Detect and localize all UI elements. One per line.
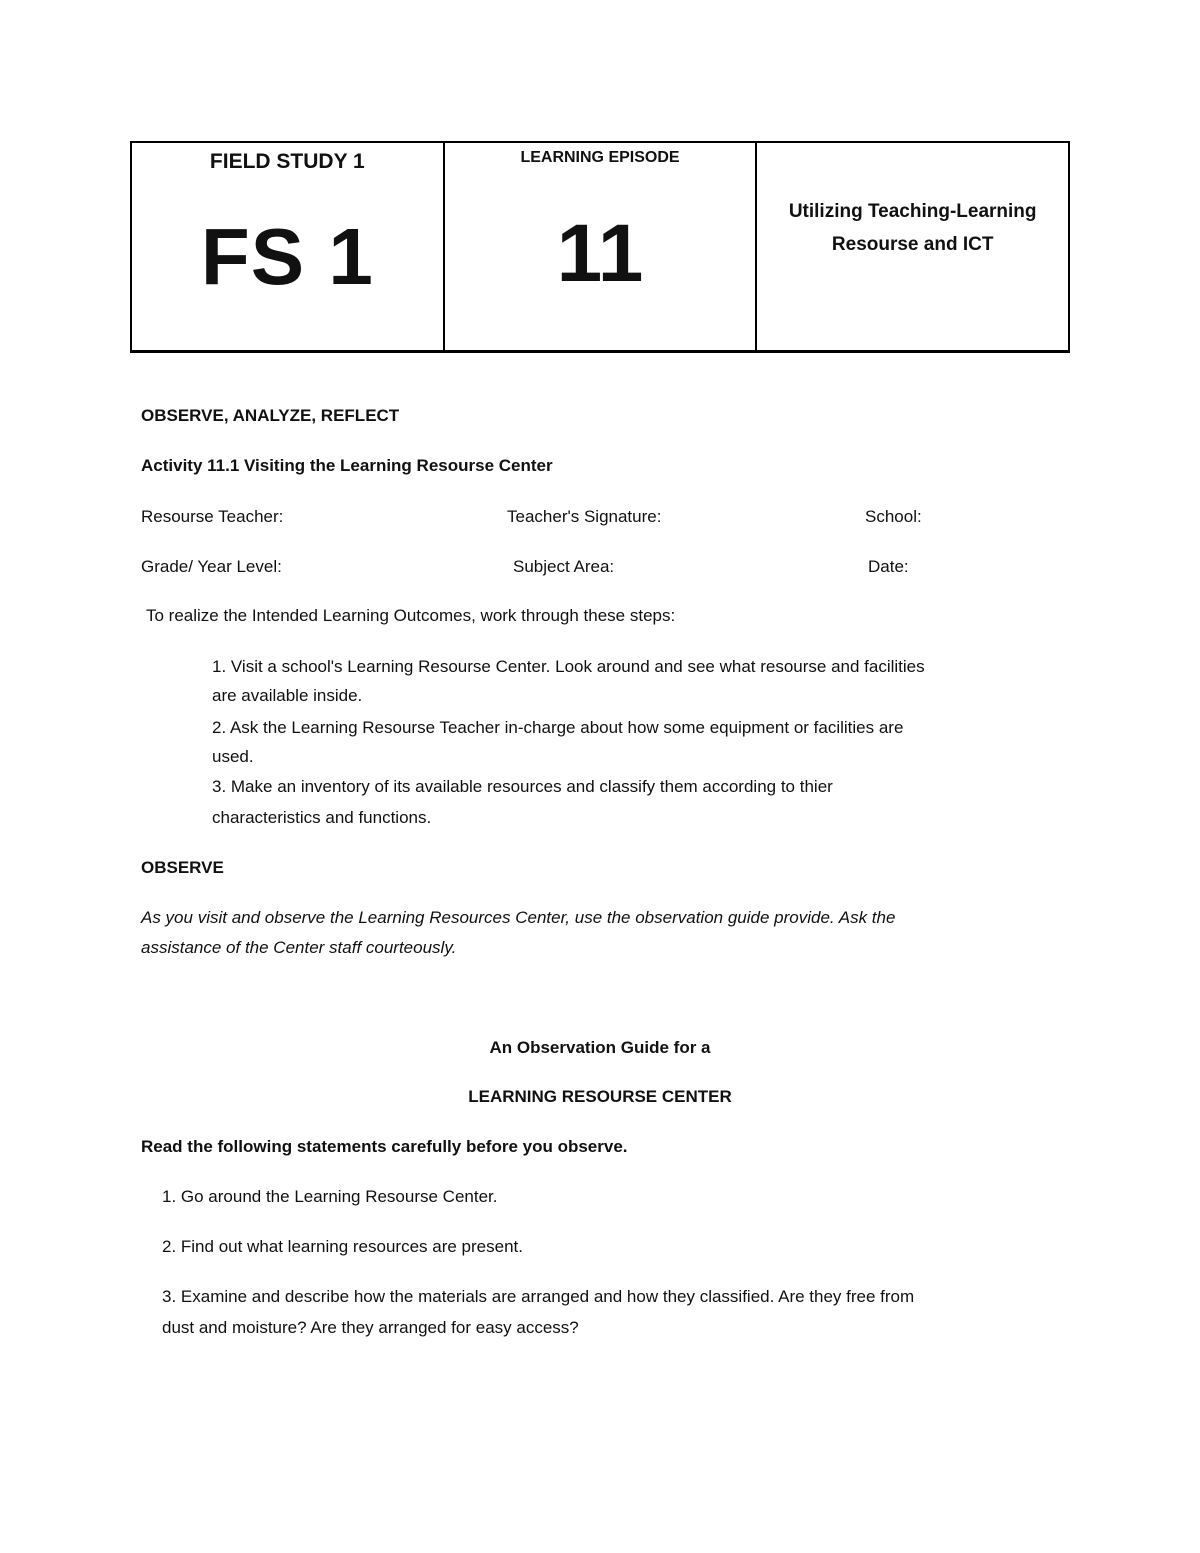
observe-text-line-1: As you visit and observe the Learning Resources Center, use the observation guide provide. Ask the <box>141 908 896 927</box>
observe-heading: OBSERVE <box>141 858 224 877</box>
activity-title: Activity 11.1 Visiting the Learning Resourse Center <box>141 456 553 475</box>
field-resource-teacher: Resourse Teacher: <box>141 507 284 526</box>
guide-item-3-line-2: dust and moisture? Are they arranged for easy access? <box>162 1318 579 1337</box>
episode-label: LEARNING EPISODE <box>520 149 680 166</box>
guide-instruction: Read the following statements carefully before you observe. <box>141 1137 628 1156</box>
guide-item-1: 1. Go around the Learning Resourse Center. <box>162 1187 498 1206</box>
guide-title-2: LEARNING RESOURSE CENTER <box>468 1087 732 1106</box>
field-grade: Grade/ Year Level: <box>141 557 282 576</box>
header-cell-field-study <box>132 143 445 350</box>
step-3-line-2: characteristics and functions. <box>212 808 432 827</box>
header-cell-topic <box>757 143 1068 350</box>
header-cell-episode <box>445 143 758 350</box>
episode-title <box>767 195 1058 261</box>
step-2-line-1: 2. Ask the Learning Resourse Teacher in-charge about how some equipment or facilities are <box>212 718 904 737</box>
step-3-line-1: 3. Make an inventory of its available resources and classify them according to thier <box>212 777 833 796</box>
field-study-label: FIELD STUDY 1 <box>209 150 365 173</box>
guide-item-2: 2. Find out what learning resources are present. <box>162 1237 523 1256</box>
section-title: OBSERVE, ANALYZE, REFLECT <box>141 406 400 425</box>
step-1-line-1: 1. Visit a school's Learning Resourse Center. Look around and see what resourse and facilities <box>212 657 925 676</box>
step-2-line-2: used. <box>212 747 254 766</box>
step-1-line-2: are available inside. <box>212 686 363 705</box>
guide-item-3-line-1: 3. Examine and describe how the materials are arranged and how they classified. Are they free from <box>162 1287 915 1306</box>
episode-title-line-2: Resourse and ICT <box>831 234 994 255</box>
header-table <box>130 141 1070 353</box>
observe-text-line-2: assistance of the Center staff courteously. <box>141 938 457 957</box>
field-subject: Subject Area: <box>513 557 615 576</box>
guide-title-1: An Observation Guide for a <box>489 1038 711 1057</box>
fs-number: FS 1 <box>200 212 374 301</box>
field-school: School: <box>865 507 922 526</box>
field-signature: Teacher's Signature: <box>507 507 662 526</box>
episode-number: 11 <box>556 208 644 299</box>
episode-title-line-1: Utilizing Teaching-Learning <box>788 201 1037 222</box>
intro-text: To realize the Intended Learning Outcomes, work through these steps: <box>146 606 676 625</box>
field-date: Date: <box>868 557 909 576</box>
